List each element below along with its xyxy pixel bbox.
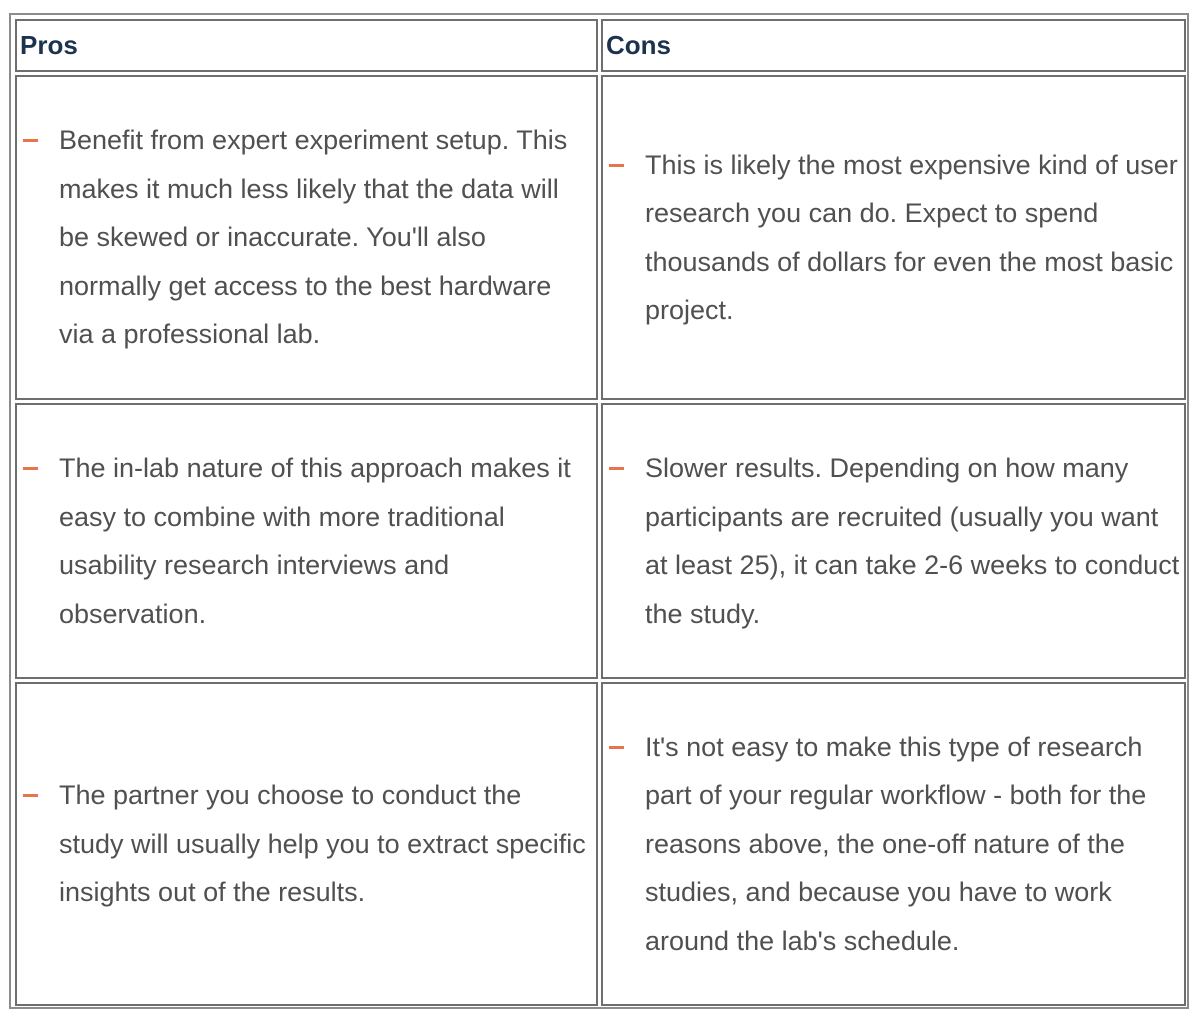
con-text-1: This is likely the most expensive kind of user research you can do. Expect to spend thousands of dollars for even the most basic project. — [645, 149, 1178, 325]
con-cell-1 — [601, 75, 1186, 400]
con-list-item-1 — [603, 141, 1184, 335]
dash-bullet-icon — [609, 164, 624, 167]
pro-text-2: The in-lab nature of this approach makes it easy to combine with more traditional usability research interviews and observation. — [59, 453, 571, 629]
dash-bullet-icon — [609, 467, 624, 470]
pro-text-3: The partner you choose to conduct the study will usually help you to extract specific insights out of the results. — [59, 780, 586, 908]
con-list-item-2 — [603, 444, 1184, 638]
header-cons — [601, 19, 1186, 72]
dash-bullet-icon — [609, 746, 624, 749]
pro-cell-3 — [15, 682, 598, 1006]
con-text-3: It's not easy to make this type of research part of your regular workflow - both for the reasons above, the one-off nature of the studies, and because you have to work around the lab's schedule. — [645, 731, 1147, 956]
header-pros — [15, 19, 598, 72]
con-text-2: Slower results. Depending on how many participants are recruited (usually you want at least 25), it can take 2-6 weeks to conduct the study. — [645, 453, 1180, 629]
con-list-item-3 — [603, 723, 1184, 966]
con-cell-2 — [601, 403, 1186, 679]
con-cell-3 — [601, 682, 1186, 1006]
pro-text-1: Benefit from expert experiment setup. This makes it much less likely that the data will be skewed or inaccurate. You'll also normally get access to the best hardware via a professional lab. — [59, 125, 568, 350]
dash-bullet-icon — [23, 139, 38, 142]
pro-list-item-3 — [17, 771, 596, 917]
header-cons-label: Cons — [606, 30, 671, 60]
dash-bullet-icon — [23, 467, 38, 470]
pro-cell-2 — [15, 403, 598, 679]
header-pros-label: Pros — [20, 30, 78, 60]
pro-list-item-2 — [17, 444, 596, 638]
pro-cell-1 — [15, 75, 598, 400]
dash-bullet-icon — [23, 794, 38, 797]
pro-list-item-1 — [17, 116, 596, 359]
